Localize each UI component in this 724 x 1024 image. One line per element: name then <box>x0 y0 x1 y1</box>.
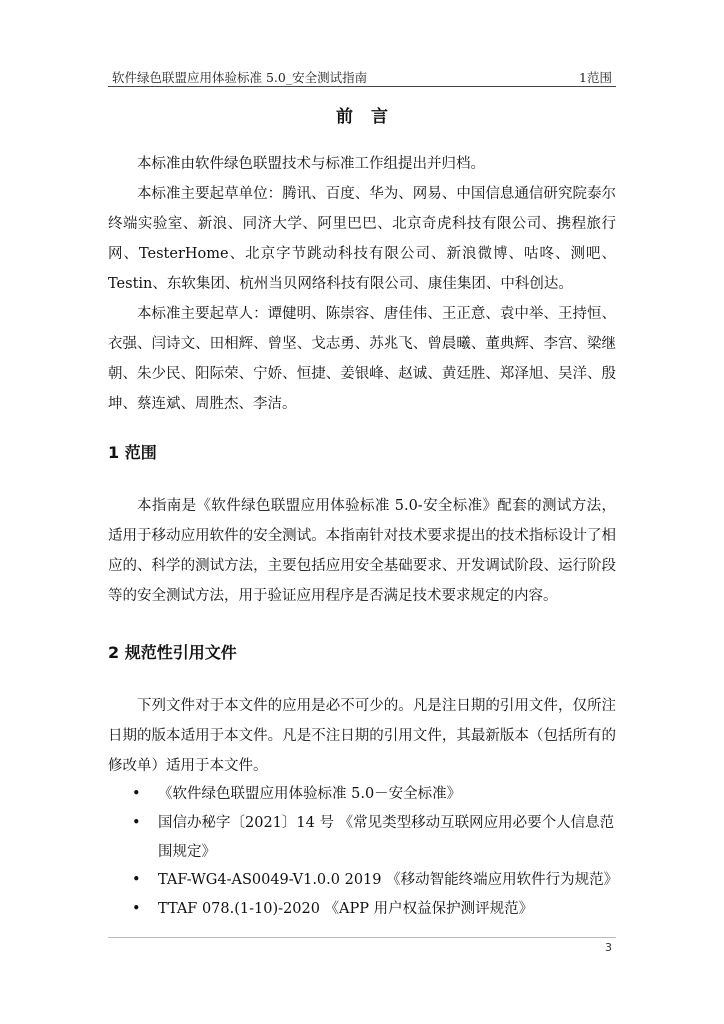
foreword-paragraph-2: 本标准主要起草单位：腾讯、百度、华为、网易、中国信息通信研究院泰尔终端实验室、新浪、同济大学、阿里巴巴、北京奇虎科技有限公司、携程旅行网、TesterHome、北京字节跳动科技有限公司、新浪微博、咕咚、测吧、Testin、东软集团、杭州当贝网络科技有限公司、康佳集团、中科创达。 <box>108 186 616 292</box>
section-2-heading: 2 规范性引用文件 <box>108 643 237 662</box>
header-section: 1范围 <box>579 70 612 85</box>
header-title: 软件绿色联盟应用体验标准 5.0_安全测试指南 <box>112 70 368 85</box>
footer-divider <box>108 937 616 938</box>
bullet-icon: • <box>132 901 141 917</box>
reference-item <box>132 780 616 809</box>
reference-item <box>132 866 619 895</box>
bullet-icon: • <box>132 786 141 802</box>
reference-text: 《软件绿色联盟应用体验标准 5.0－安全标准》 <box>158 786 462 802</box>
reference-item <box>132 895 616 924</box>
foreword-paragraph-3: 本标准主要起草人：谭健明、陈崇容、唐佳伟、王正意、袁中举、王持恒、衣强、闫诗文、田相辉、曾坚、戈志勇、苏兆飞、曾晨曦、董典辉、李宫、梁继朝、朱少民、阳际荣、宁娇、恒捷、姜银峰、赵诚、黄廷胜、郑泽旭、吴洋、殷坤、蔡连斌、周胜杰、李洁。 <box>108 306 616 412</box>
reference-text: 国信办秘字〔2021〕14 号 《常见类型移动互联网应用必要个人信息范围规定》 <box>158 815 615 860</box>
reference-text: TAF-WG4-AS0049-V1.0.0 2019 《移动智能终端应用软件行为规范》 <box>158 872 619 888</box>
reference-text: TTAF 078.(1-10)-2020 《APP 用户权益保护测评规范》 <box>158 901 534 917</box>
section-1-paragraph: 本指南是《软件绿色联盟应用体验标准 5.0-安全标准》配套的测试方法，适用于移动应用软件的安全测试。本指南针对技术要求提出的技术指标设计了相应的、科学的测试方法，主要包括应用安全基础要求、开发调试阶段、运行阶段等的安全测试方法，用于验证应用程序是否满足技术要求规定的内容。 <box>108 498 616 604</box>
bullet-icon: • <box>132 872 141 888</box>
page-number: 3 <box>605 941 612 954</box>
reference-item <box>132 809 616 867</box>
bullet-icon: • <box>132 815 141 831</box>
foreword-title: 前言 <box>336 107 406 127</box>
page-header <box>108 66 616 87</box>
section-1-heading: 1 范围 <box>108 443 157 462</box>
section-2-paragraph: 下列文件对于本文件的应用是必不可少的。凡是注日期的引用文件，仅所注日期的版本适用于本文件。凡是不注日期的引用文件，其最新版本（包括所有的修改单）适用于本文件。 <box>108 698 616 774</box>
foreword-paragraph-1: 本标准由软件绿色联盟技术与标准工作组提出并归档。 <box>137 156 485 172</box>
